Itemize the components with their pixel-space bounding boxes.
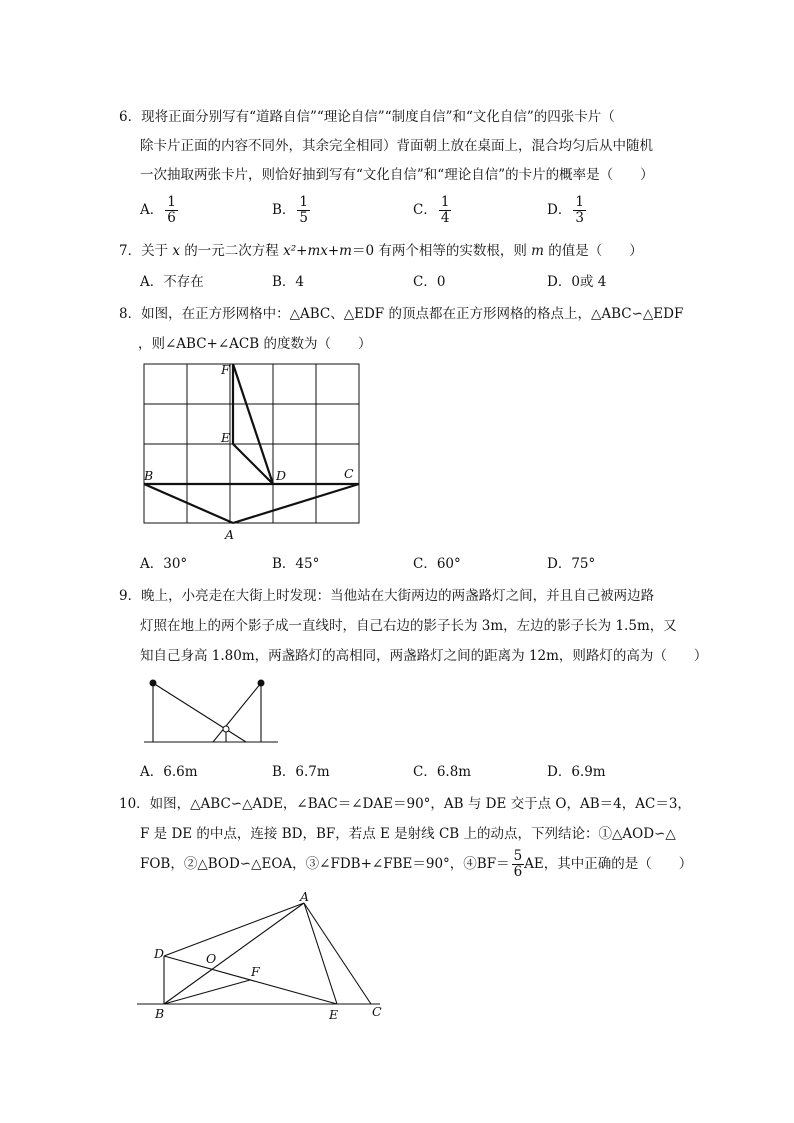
q6-option-d	[547, 195, 586, 226]
q6-option-d-fraction	[573, 195, 586, 226]
q6-option-b-label: B．	[272, 202, 296, 218]
q10-label-f: F	[251, 964, 260, 979]
q8-label-f: F	[221, 362, 230, 377]
q9-line-3: 知自己身高 1.80m，两盏路灯的高相同，两盏路灯之间的距离为 12m，则路灯的高为（ ）	[140, 648, 708, 664]
q8-option-a: A．30°	[140, 556, 188, 572]
q10-label-b: B	[155, 1006, 165, 1021]
q9-option-b: B．6.7m	[272, 764, 330, 780]
q9-option-c: C．6.8m	[413, 764, 472, 780]
q7-stem-part-4: 的值是（ ）	[543, 243, 643, 259]
q6-option-b-fraction	[297, 195, 310, 226]
q8-label-b: B	[144, 468, 154, 483]
q6-line-1: 6．现将正面分别写有“道路自信”“理论自信”“制度自信”和“文化自信”的四张卡片（	[119, 109, 615, 125]
q9-right-light-ray	[213, 683, 261, 742]
q6-option-a-fraction	[165, 195, 178, 226]
q9-option-d: D．6.9m	[547, 764, 606, 780]
q6-option-a-numerator: 1	[167, 194, 176, 210]
q8-line-2: ，则∠ABC+∠ACB 的度数为（ ）	[138, 336, 372, 352]
q7-option-b: B．4	[272, 274, 305, 290]
q6-line-3: 一次抽取两张卡片，则恰好抽到写有“文化自信”和“理论自信”的卡片的概率是（ ）	[140, 167, 654, 183]
q8-label-a: A	[225, 527, 235, 542]
q10-label-o: O	[206, 951, 217, 966]
q10-segment-ae	[304, 903, 337, 1004]
q10-segment-da	[164, 903, 304, 956]
q9-person-head-icon	[223, 726, 229, 732]
q9-left-light-ray	[153, 683, 246, 742]
q8-option-d: D．75°	[547, 556, 596, 572]
q10-line-2: F 是 DE 的中点，连接 BD，BF，若点 E 是射线 CB 上的动点，下列结论：①△AOD∽△	[140, 826, 676, 842]
q9-streetlight-figure	[138, 672, 288, 752]
q8-segment-ba	[144, 484, 233, 523]
q7-stem-part-1: 7．关于	[119, 243, 173, 259]
q6-option-a-label: A．	[140, 202, 164, 218]
q10-label-d: D	[154, 946, 165, 961]
q6-option-b-denominator: 5	[299, 210, 309, 226]
q6-option-d-numerator: 1	[575, 194, 584, 210]
q10-fraction-numerator: 5	[513, 848, 523, 864]
q8-label-d: D	[276, 468, 287, 483]
q7-option-a: A．不存在	[140, 274, 204, 290]
q10-line-1: 10．如图，△ABC∽△ADE，∠BAC＝∠DAE＝90°，AB 与 DE 交于点 O，AB＝4，AC＝3，	[119, 796, 691, 812]
q6-option-d-label: D．	[547, 202, 572, 218]
q10-segment-bf	[164, 980, 250, 1004]
q7-equation: x²+mx+m	[283, 243, 352, 259]
q10-label-a: A	[300, 890, 310, 904]
q6-option-a-denominator: 6	[167, 210, 176, 226]
q8-line-1: 8．如图，在正方形网格中：△ABC、△EDF 的顶点都在正方形网格的格点上，△ABC∽△EDF	[119, 306, 684, 322]
q6-option-c-fraction	[439, 195, 452, 226]
q10-label-c: C	[372, 1004, 382, 1019]
q6-option-c	[413, 195, 451, 226]
q6-option-b-numerator: 1	[299, 194, 309, 210]
q10-triangle-figure	[135, 890, 395, 1025]
q6-line-2: 除卡片正面的内容不同外，其余完全相同）背面朝上放在桌面上，混合均匀后从中随机	[140, 138, 653, 154]
q8-label-c: C	[344, 466, 354, 481]
q10-label-e: E	[329, 1007, 339, 1022]
q9-option-a: A．6.6m	[140, 764, 198, 780]
q6-option-c-label: C．	[413, 202, 437, 218]
q7-variable-x: x	[172, 243, 181, 259]
q9-right-lamp-icon	[258, 680, 265, 687]
q8-option-b: B．45°	[272, 556, 320, 572]
q8-label-e: E	[221, 430, 231, 445]
q8-segment-fd	[233, 364, 273, 484]
q7-stem-part-2: 的一元二次方程	[180, 243, 284, 259]
q7-option-d: D．0或 4	[547, 274, 607, 290]
q7-stem-part-3: ＝0 有两个相等的实数根，则	[351, 243, 532, 259]
q7-stem	[119, 239, 643, 259]
q10-fraction	[512, 849, 525, 880]
q7-option-c: C．0	[413, 274, 446, 290]
q6-option-c-numerator: 1	[440, 194, 450, 210]
q6-option-d-denominator: 3	[575, 210, 584, 226]
q6-option-c-denominator: 4	[440, 210, 450, 226]
q6-option-a	[140, 195, 178, 226]
q7-variable-m: m	[531, 243, 544, 259]
q10-line-3-part-a: FOB，②△BOD∽△EOA，③∠FDB+∠FBE＝90°，④BF＝	[140, 856, 510, 872]
q9-line-2: 灯照在地上的两个影子成一直线时，自己右边的影子长为 3m，左边的影子长为 1.5m，又	[140, 618, 677, 634]
q9-left-lamp-icon	[150, 680, 157, 687]
q8-segment-ac	[233, 484, 359, 523]
q10-line-3-part-b: AE，其中正确的是（ ）	[524, 856, 693, 872]
q6-option-b	[272, 195, 310, 226]
q8-grid-figure	[138, 358, 368, 544]
q10-segment-ac	[304, 903, 371, 1004]
q9-line-1: 9．晚上，小亮走在大街上时发现：当他站在大街两边的两盏路灯之间，并且自己被两边路	[119, 588, 655, 604]
q10-fraction-denominator: 6	[513, 864, 523, 880]
q10-line-3	[140, 849, 692, 880]
q8-option-c: C．60°	[413, 556, 461, 572]
